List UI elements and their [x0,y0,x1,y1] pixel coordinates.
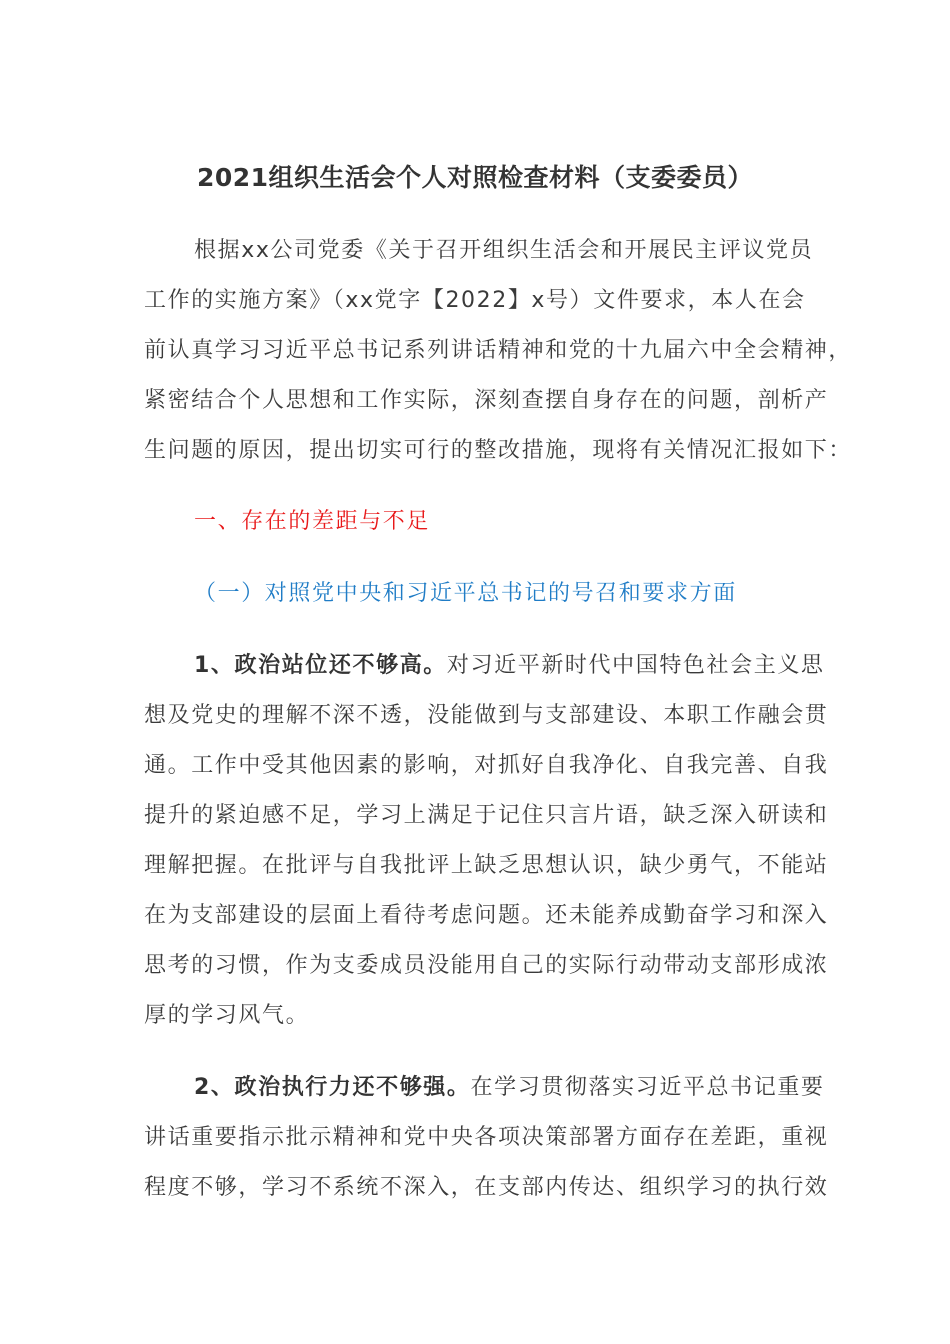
intro-line: 生问题的原因，提出切实可行的整改措施，现将有关情况汇报如下： [144,438,853,463]
intro-line: 前认真学习习近平总书记系列讲话精神和党的十九届六中全会精神， [144,338,853,363]
item-line: 理解把握。在批评与自我批评上缺乏思想认识，缺少勇气，不能站 [144,853,829,878]
intro-line: 根据xx公司党委《关于召开组织生活会和开展民主评议党员 [194,238,814,263]
document-title: 2021组织生活会个人对照检查材料（支委委员） [196,163,754,192]
item-line: 在为支部建设的层面上看待考虑问题。还未能养成勤奋学习和深入 [144,903,829,928]
item-line: 厚的学习风气。 [144,1003,310,1028]
item-lead: 2、政治执行力还不够强。 [194,1075,471,1100]
item-text: 对习近平新时代中国特色社会主义思 [446,653,825,678]
item-text: 在学习贯彻落实习近平总书记重要 [470,1075,825,1100]
subsection-heading: （一）对照党中央和习近平总书记的号召和要求方面 [194,581,737,606]
item-line: 思考的习惯，作为支委成员没能用自己的实际行动带动支部形成浓 [144,953,829,978]
item-line: 想及党史的理解不深不透，没能做到与支部建设、本职工作融会贯 [144,703,829,728]
item-line [194,1073,825,1103]
item-line: 提升的紧迫感不足，学习上满足于记住只言片语，缺乏深入研读和 [144,803,829,828]
item-line: 程度不够，学习不系统不深入，在支部内传达、组织学习的执行效 [144,1175,829,1200]
intro-line: 工作的实施方案》（xx党字【2022】x号）文件要求，本人在会 [144,288,806,313]
intro-line: 紧密结合个人思想和工作实际，深刻查摆自身存在的问题，剖析产 [144,388,829,413]
item-line: 讲话重要指示批示精神和党中央各项决策部署方面存在差距，重视 [144,1125,829,1150]
item-line [194,651,825,681]
section-heading: 一、存在的差距与不足 [194,509,431,534]
item-line: 通。工作中受其他因素的影响，对抓好自我净化、自我完善、自我 [144,753,829,778]
item-lead: 1、政治站位还不够高。 [194,653,447,678]
